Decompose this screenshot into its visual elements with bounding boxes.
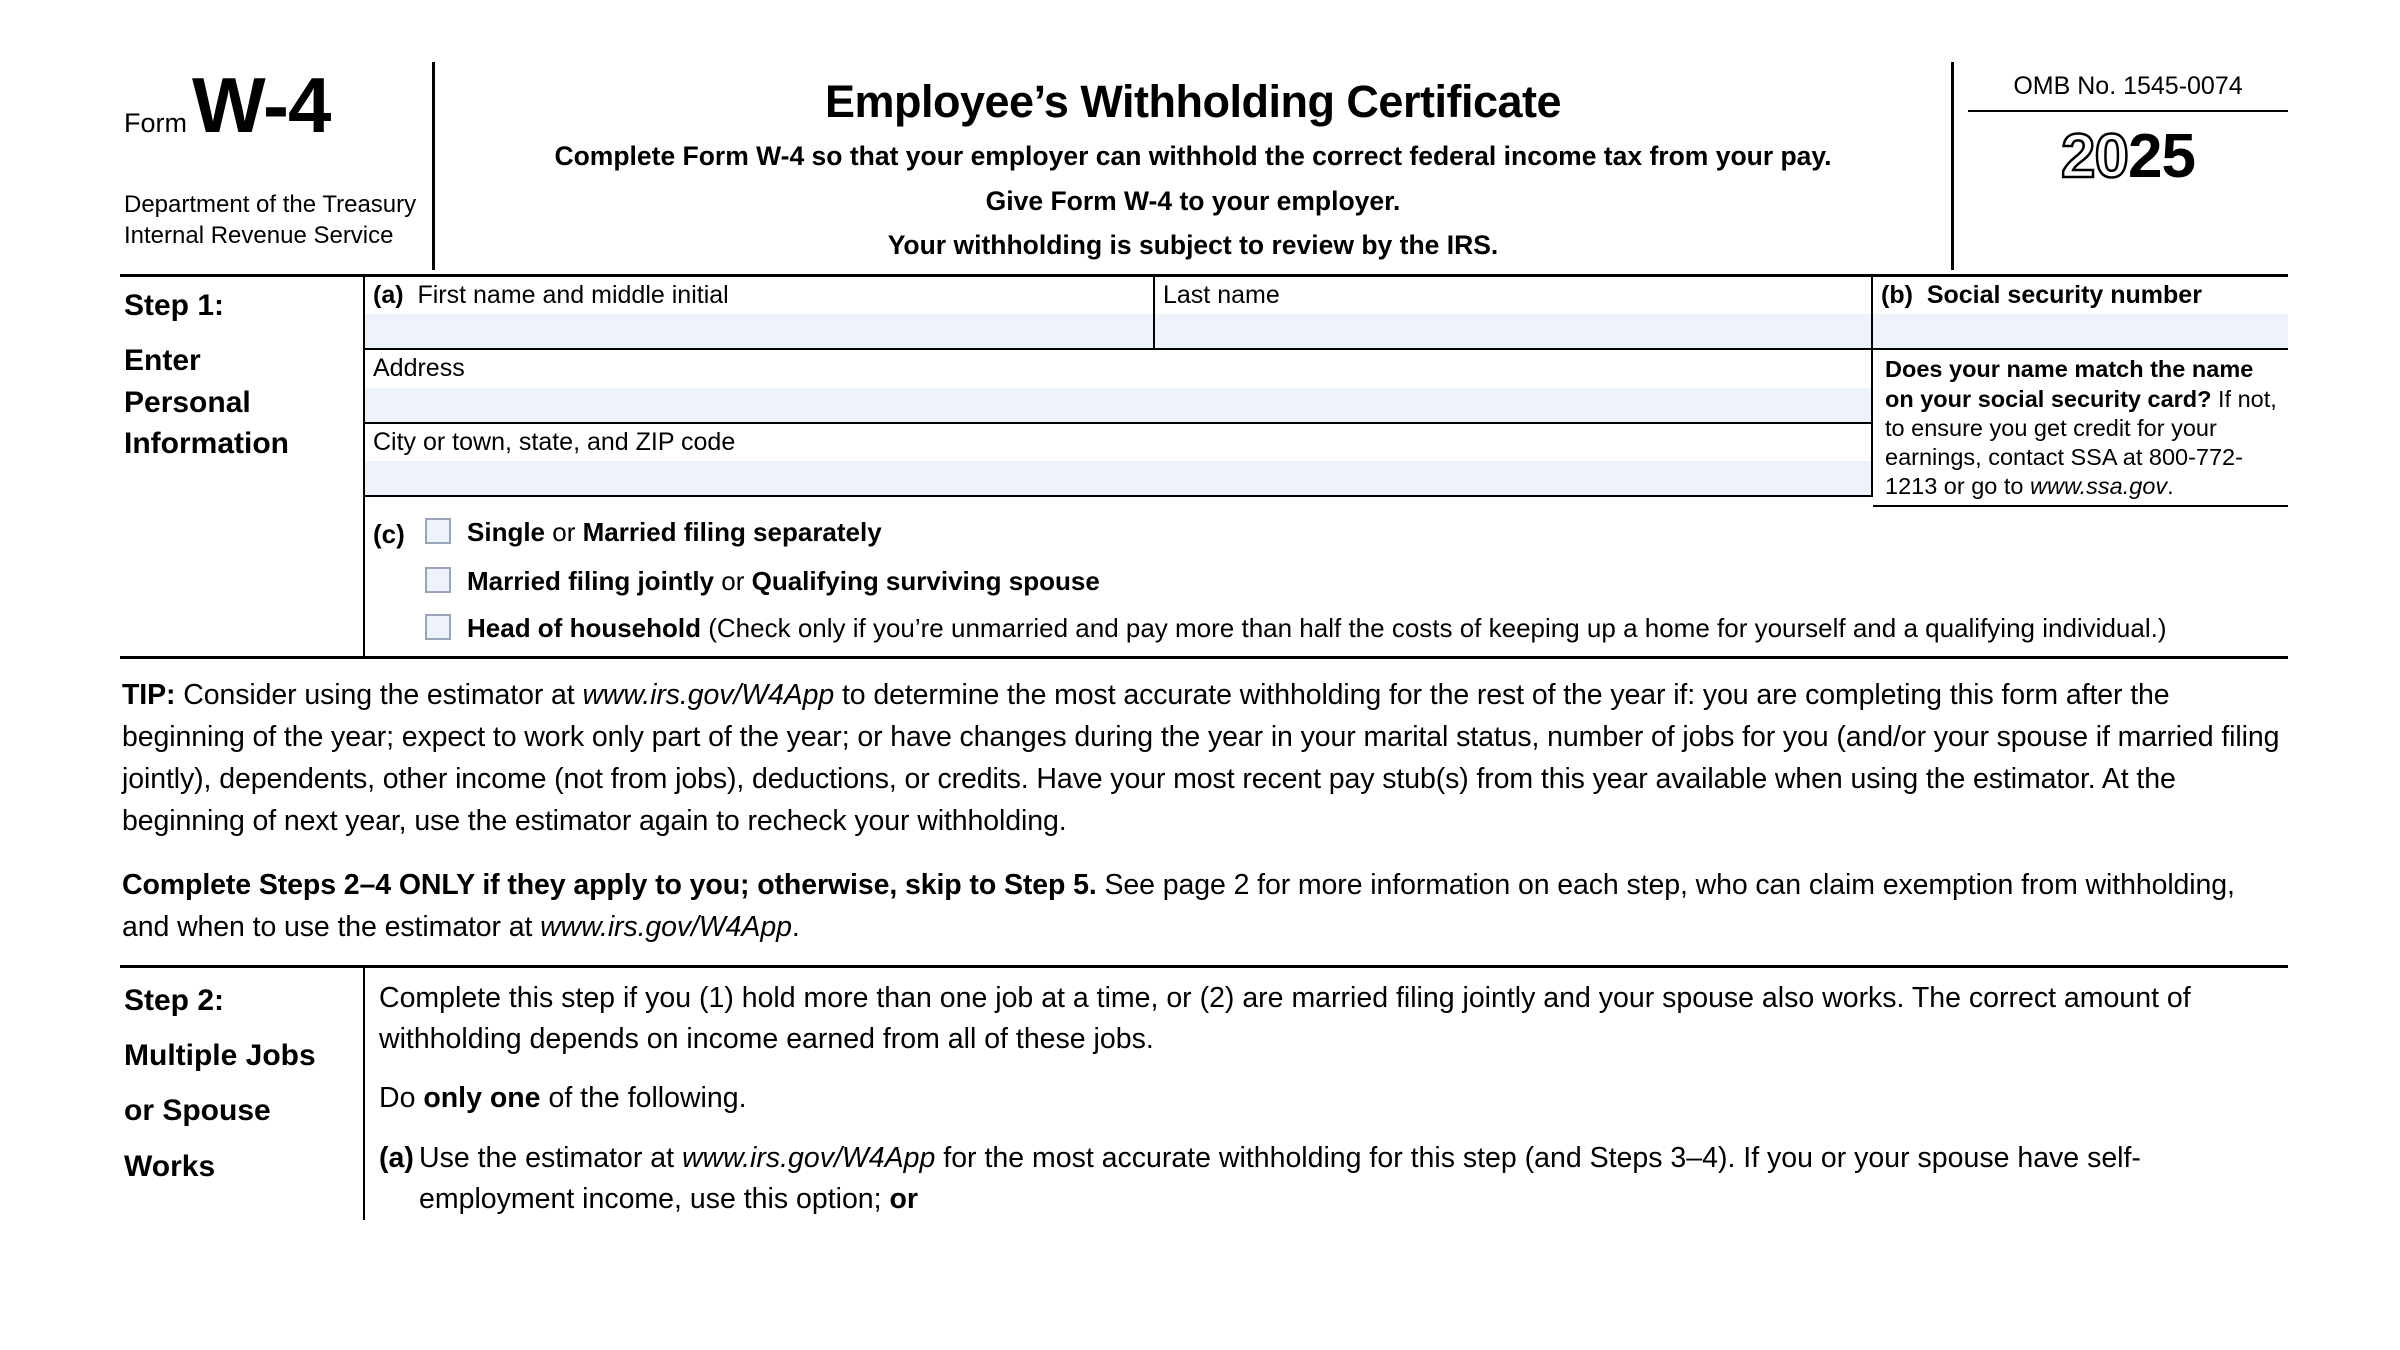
address-label: Address — [365, 350, 1871, 388]
ssn-label — [1873, 277, 2288, 315]
step-2-option-a — [379, 1138, 2274, 1221]
checkbox-married-filing-jointly[interactable] — [425, 567, 451, 593]
omb-block — [1954, 62, 2288, 270]
page-title: Employee’s Withholding Certificate — [824, 76, 1562, 127]
complete-steps-paragraph — [122, 865, 2286, 949]
step-2-paragraph-1: Complete this step if you (1) hold more than one job at a time, or (2) are married filing jointly and your spouse also works. The correct amount of withholding depends on income earned from all of these jobs. — [379, 981, 2191, 1055]
tip-lead: TIP: — [122, 679, 176, 712]
tax-year-suffix: 25 — [2128, 122, 2195, 191]
marker-c: (c) — [373, 519, 405, 550]
ssn-help-note — [1873, 350, 2288, 507]
complete-steps-text: See page 2 for more information on each step, who can claim exemption from withholding, and when to use the estimator at — [122, 868, 2235, 943]
step-2-label-line-1: Multiple Jobs — [124, 1039, 316, 1073]
ssn-input[interactable] — [1873, 314, 2288, 348]
do-only-one-post: of the following. — [540, 1082, 747, 1115]
tip-paragraph — [122, 675, 2286, 843]
filing-hoh-tail: (Check only if you’re unmarried and pay more than half the costs of keeping up a home for yourself and a qualifying individual.) — [708, 613, 2167, 644]
tip-section — [120, 659, 2288, 964]
form-identity — [120, 62, 432, 270]
last-name-cell[interactable] — [1155, 277, 1873, 351]
option-a-pre: Use the estimator at — [419, 1141, 682, 1174]
ssn-note-question: Does your name match the name on your social security card? — [1885, 356, 2254, 412]
city-label: City or town, state, and ZIP code — [365, 424, 1871, 462]
filing-joint-bold-1: Married filing jointly — [467, 566, 715, 597]
first-name-input[interactable] — [365, 314, 1153, 348]
filing-single-bold-2: Married filing separately — [582, 517, 882, 548]
step-2-option-a-text — [419, 1138, 2274, 1221]
step-2-label-line-2: or Spouse — [124, 1094, 271, 1128]
ssn-note-body: If not, to ensure you get credit for your earnings, contact SSA at 800-772-1213 or go to — [1885, 385, 2277, 499]
w4-form — [120, 62, 2288, 1220]
filing-status-group — [365, 507, 2288, 656]
step-2-section — [120, 968, 2288, 1221]
ssn-label-text: Social security number — [1926, 280, 2202, 309]
step-1-label-line-3: Information — [124, 427, 289, 461]
first-name-cell[interactable] — [365, 277, 1155, 351]
form-number: W-4 — [192, 61, 331, 149]
department-line-1: Department of the Treasury — [124, 191, 417, 218]
tax-year-prefix: 20 — [2061, 122, 2128, 191]
ssa-website-link[interactable]: www.ssa.gov — [2030, 472, 2168, 499]
step-2-title: Step 2: — [124, 983, 225, 1017]
filing-joint-mid: or — [714, 566, 752, 597]
step-2-option-a-marker: (a) — [379, 1141, 414, 1174]
first-name-label — [365, 277, 1153, 315]
checkbox-single-or-married-separately[interactable] — [425, 518, 451, 544]
w4app-link-1[interactable]: www.irs.gov/W4App — [582, 679, 835, 712]
marker-c-spacer-2 — [373, 611, 409, 613]
complete-steps-bold: Complete Steps 2–4 ONLY if they apply to you; otherwise, skip to Step 5. — [122, 868, 1097, 901]
filing-option-joint-label — [467, 564, 1100, 599]
form-subtitle-2: Give Form W-4 to your employer. — [985, 185, 1401, 216]
option-a-or: or — [889, 1182, 918, 1215]
checkbox-head-of-household[interactable] — [425, 614, 451, 640]
marker-c-spacer — [373, 564, 409, 566]
filing-hoh-bold-1: Head of household — [467, 613, 701, 644]
last-name-input[interactable] — [1155, 314, 1871, 348]
do-only-one-bold: only one — [423, 1082, 541, 1115]
address-city-column — [365, 350, 1873, 507]
marker-b: (b) — [1881, 280, 1913, 309]
address-row — [365, 350, 2288, 507]
step-1-label-line-2: Personal — [124, 385, 251, 419]
tip-text-1: Consider using the estimator at — [175, 679, 583, 712]
last-name-label: Last name — [1155, 277, 1871, 315]
step-2-paragraph-2 — [379, 1078, 2274, 1119]
step-1-section — [120, 277, 2288, 659]
filing-joint-bold-2: Qualifying surviving spouse — [751, 566, 1100, 597]
complete-steps-end: . — [791, 910, 800, 943]
filing-option-joint[interactable] — [373, 564, 2288, 599]
step-2-label-line-3: Works — [124, 1149, 216, 1183]
department-block — [124, 190, 416, 251]
ssn-note-end: . — [2167, 472, 2174, 499]
first-name-label-text: First name and middle initial — [417, 280, 729, 309]
step-1-label — [120, 277, 365, 656]
city-cell[interactable] — [365, 424, 1873, 498]
department-line-2: Internal Revenue Service — [124, 221, 394, 249]
form-subtitle-1: Complete Form W-4 so that your employer can withhold the correct federal income tax from your pay. — [554, 141, 1832, 172]
w4app-link-2[interactable]: www.irs.gov/W4App — [540, 910, 792, 943]
step-1-title: Step 1: — [124, 288, 225, 322]
marker-a: (a) — [373, 280, 404, 309]
option-a-mid: for the most accurate withholding for this step (and Steps 3–4). If you or your spouse have self-employment income, use this option; — [419, 1141, 2141, 1215]
step-2-body — [365, 968, 2288, 1221]
w4app-link-3[interactable]: www.irs.gov/W4App — [681, 1141, 936, 1174]
filing-single-mid: or — [545, 517, 583, 548]
filing-option-hoh-label — [467, 611, 2167, 646]
do-only-one-pre: Do — [379, 1082, 424, 1115]
tax-year — [1968, 112, 2288, 191]
tip-text-2: to determine the most accurate withholding for the rest of the year if: you are completing this form after the beginning of the year; expect to work only part of the year; or have changes during the year in your marital status, number of jobs for you (and/or your spouse if married filing jointly), dependents, other income (not from jobs), deductions, or credits. Have your most recent pay stub(s) from this year available when using the estimator. At the beginning of next year, use the estimator again to recheck your withholding. — [122, 679, 2280, 838]
address-input[interactable] — [365, 388, 1871, 422]
step-1-label-line-1: Enter — [124, 344, 201, 378]
omb-number: OMB No. 1545-0074 — [1968, 62, 2288, 112]
form-header — [120, 62, 2288, 277]
filing-option-single[interactable] — [373, 515, 2288, 552]
name-row — [365, 277, 2288, 351]
step-1-fields — [365, 277, 2288, 656]
filing-option-hoh[interactable] — [373, 611, 2288, 646]
city-input[interactable] — [365, 461, 1871, 497]
ssn-cell[interactable] — [1873, 277, 2288, 351]
filing-single-bold-1: Single — [467, 517, 546, 548]
address-cell[interactable] — [365, 350, 1873, 424]
form-title-block — [432, 62, 1954, 270]
filing-option-single-label — [467, 515, 882, 550]
form-word-label: Form — [124, 108, 187, 138]
form-subtitle-3: Your withholding is subject to review by the IRS. — [887, 230, 1499, 261]
step-2-label — [120, 968, 365, 1221]
